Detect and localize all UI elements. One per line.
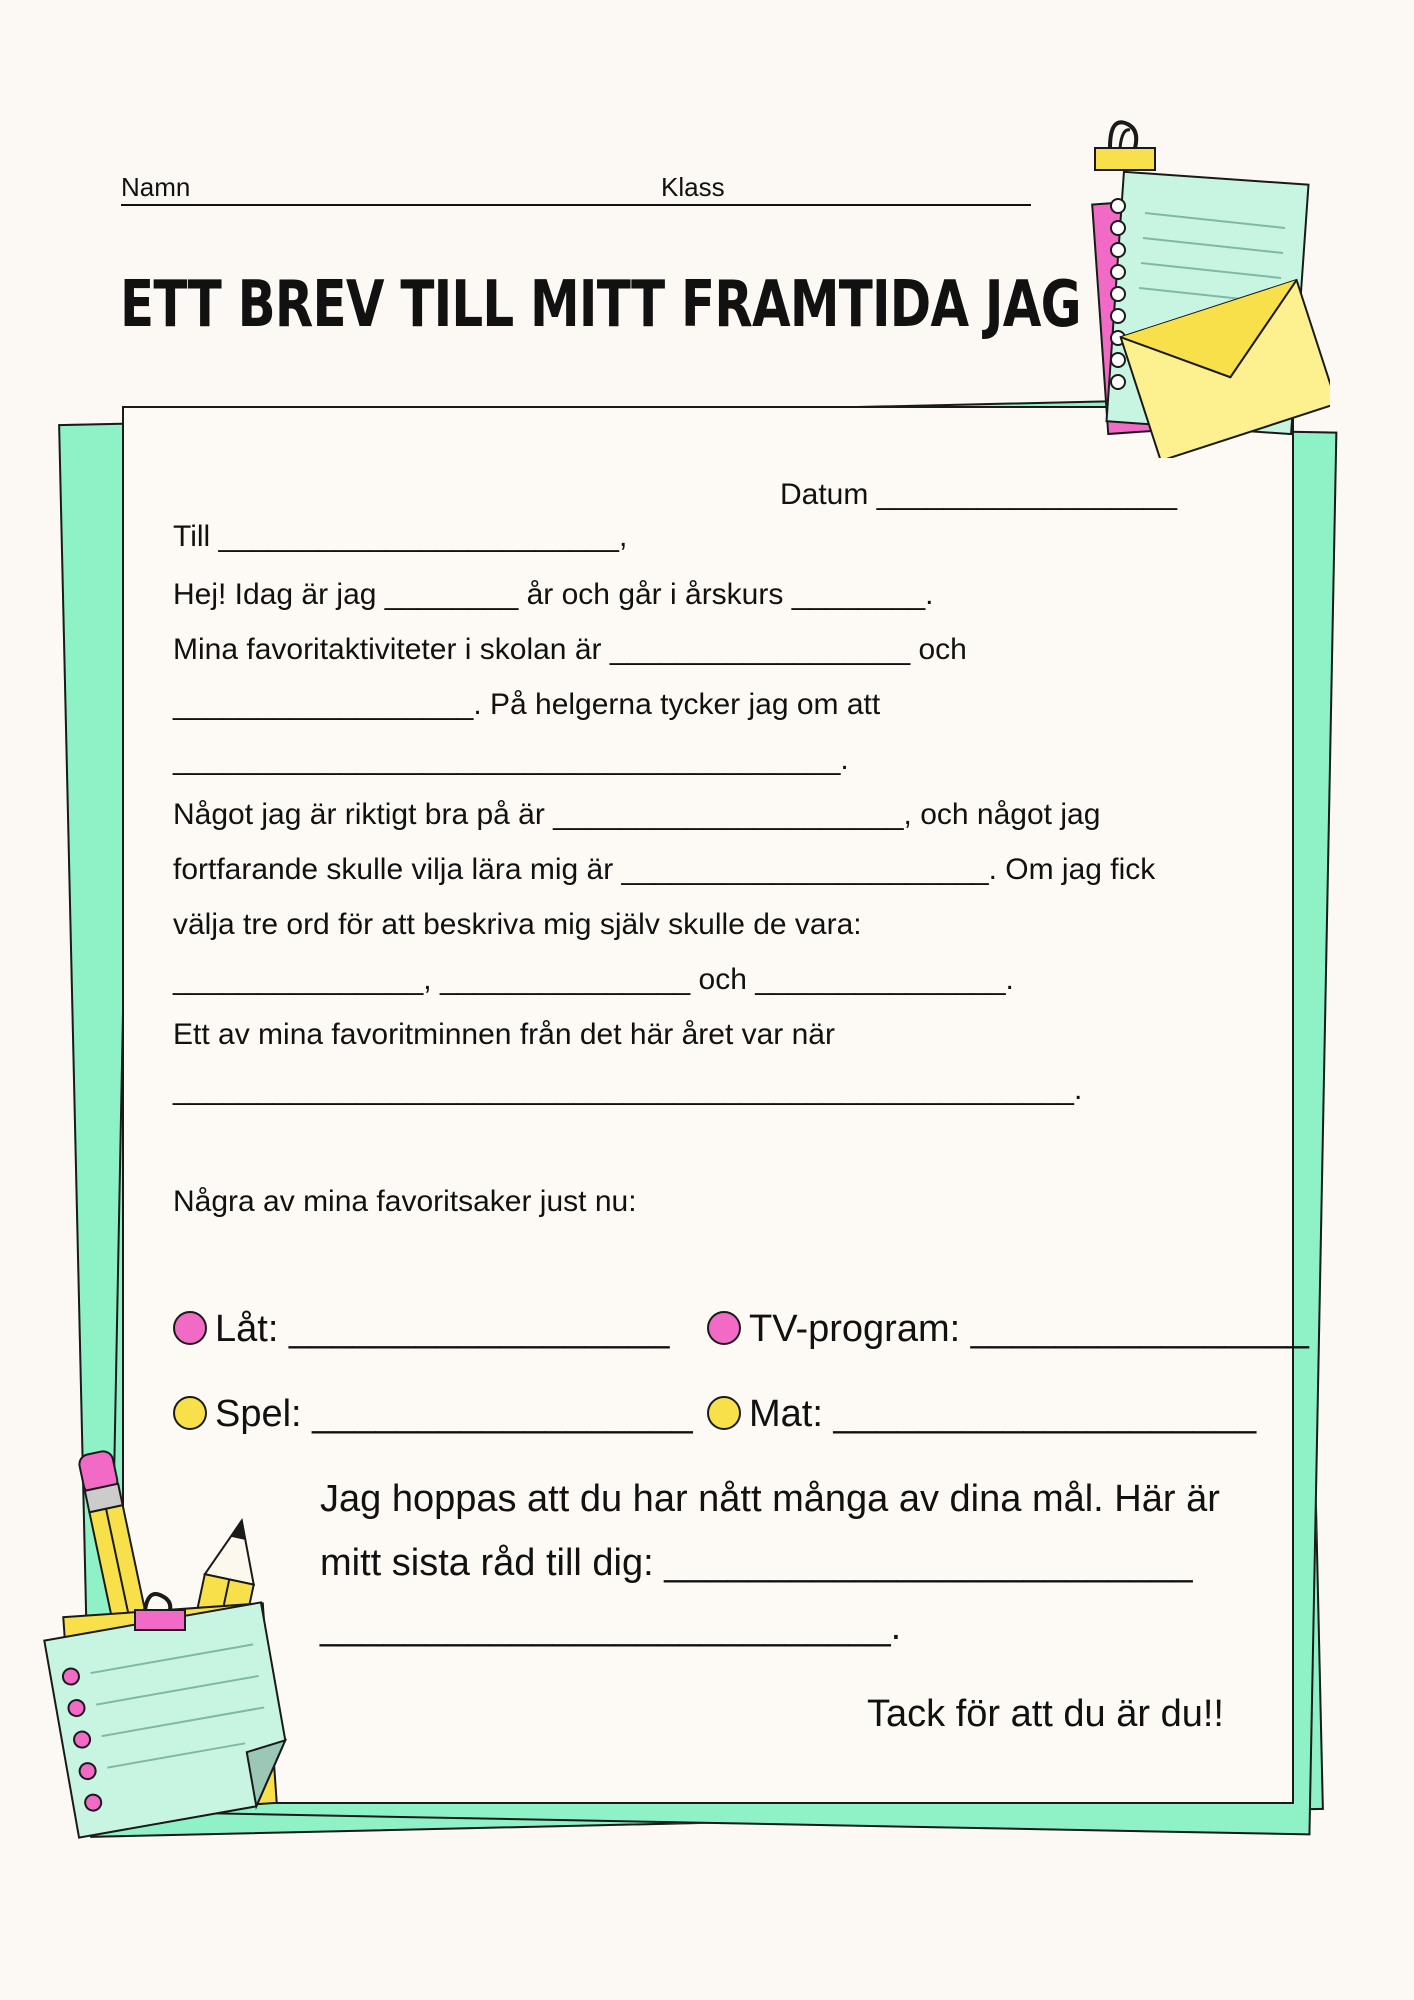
favorite-food-label: Mat: ____________________ xyxy=(749,1393,1257,1435)
pink-bullet-icon xyxy=(707,1311,741,1345)
letter-line-7: välja tre ord för att beskriva mig själv skulle de vara: xyxy=(173,908,862,941)
favorite-song[interactable] xyxy=(173,1308,669,1351)
pink-bullet-icon xyxy=(173,1311,207,1345)
letter-line-1[interactable]: Hej! Idag är jag ________ år och går i årskurs ________. xyxy=(173,578,934,611)
date-line[interactable]: Datum __________________ xyxy=(780,478,1178,511)
closing-line-3[interactable]: ___________________________. xyxy=(320,1606,902,1648)
favorite-song-label: Låt: __________________ xyxy=(215,1308,670,1350)
closing-line-1: Jag hoppas att du har nått många av dina mål. Här är xyxy=(320,1478,1220,1520)
letter-line-8[interactable]: _______________, _______________ och _______________. xyxy=(173,963,1014,996)
notepad-envelope-illustration xyxy=(1060,118,1330,458)
letter-line-5[interactable]: Något jag är riktigt bra på är _____________________, och något jag xyxy=(173,798,1101,831)
to-line[interactable]: Till ________________________, xyxy=(173,520,628,553)
mint-sticky-note xyxy=(44,1602,295,1837)
letter-line-2[interactable]: Mina favoritaktiviteter i skolan är __________________ och xyxy=(173,633,967,666)
yellow-bullet-icon xyxy=(707,1396,741,1430)
name-class-line[interactable] xyxy=(121,204,1031,206)
notepad-rings xyxy=(1111,199,1125,389)
page-title: ETT BREV TILL MITT FRAMTIDA JAG xyxy=(120,268,1081,342)
letter-line-10[interactable]: ______________________________________________________. xyxy=(173,1073,1083,1106)
signoff: Tack för att du är du!! xyxy=(867,1693,1224,1735)
letter-line-4[interactable]: ________________________________________. xyxy=(173,743,849,776)
letter-line-9: Ett av mina favoritminnen från det här året var när xyxy=(173,1018,835,1051)
yellow-bullet-icon xyxy=(173,1396,207,1430)
pencils-sticky-note-illustration xyxy=(40,1430,310,1860)
letter-line-6[interactable]: fortfarande skulle vilja lära mig är ______________________. Om jag fick xyxy=(173,853,1156,886)
favorite-game-label: Spel: __________________ xyxy=(215,1393,693,1435)
binder-clip-icon xyxy=(1095,148,1155,170)
favorites-intro: Några av mina favoritsaker just nu: xyxy=(173,1185,637,1218)
letter-line-3[interactable]: __________________. På helgerna tycker jag om att xyxy=(173,688,881,721)
favorite-food[interactable] xyxy=(707,1393,1256,1436)
binder-clip-icon xyxy=(135,1610,185,1630)
favorite-tv[interactable] xyxy=(707,1308,1309,1351)
name-label: Namn xyxy=(121,172,191,202)
favorite-tv-label: TV-program: ________________ xyxy=(749,1308,1309,1350)
closing-line-2[interactable]: mitt sista råd till dig: _________________________ xyxy=(320,1542,1193,1584)
class-label: Klass xyxy=(661,172,725,202)
